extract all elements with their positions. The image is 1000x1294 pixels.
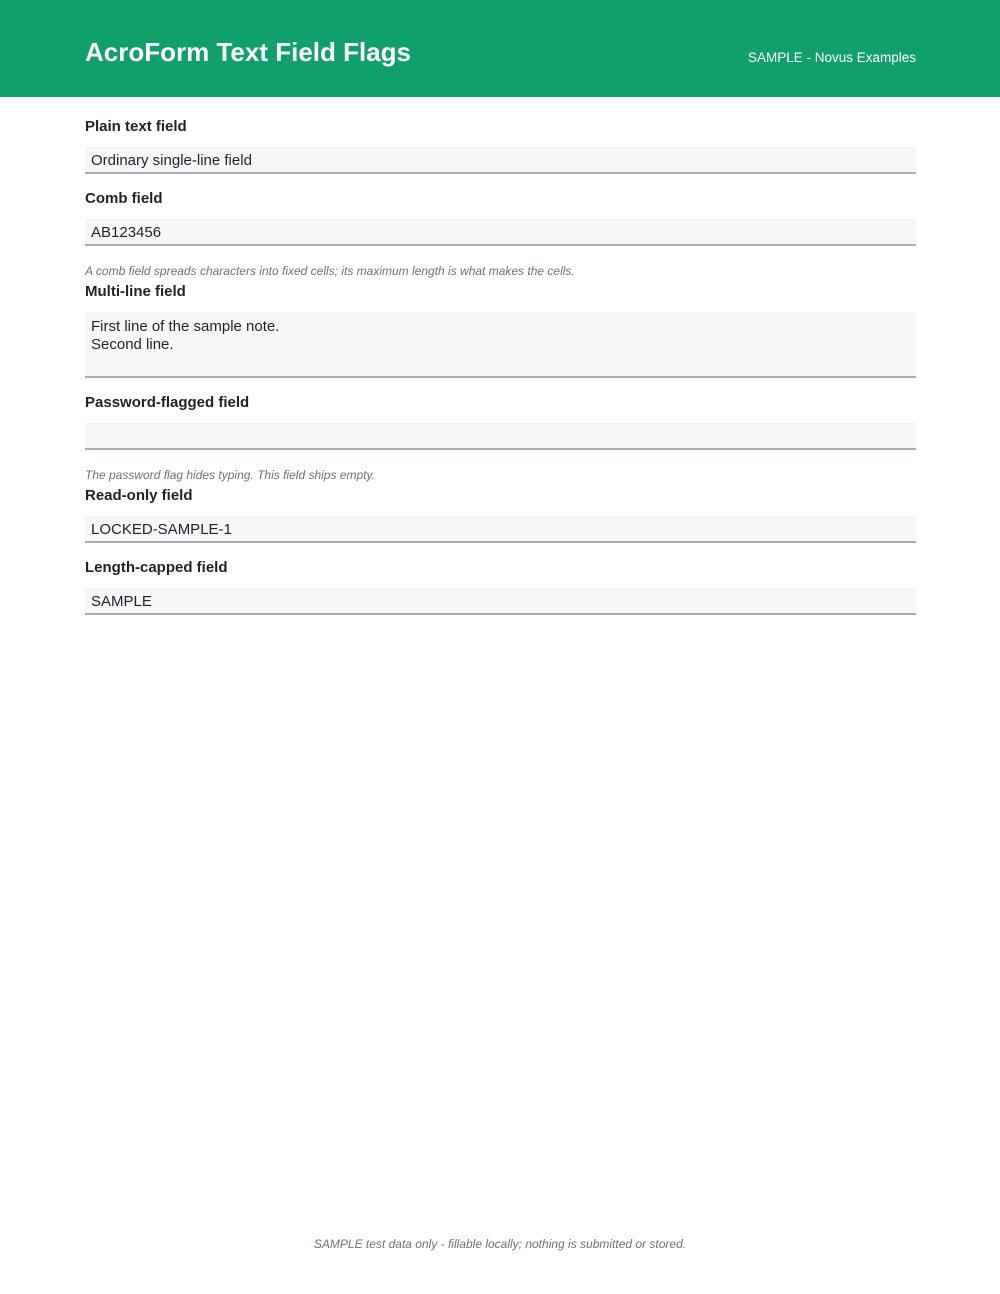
comb-field[interactable]: AB123456 (85, 219, 916, 246)
comb-field-label: Comb field (85, 190, 163, 207)
footer-note: SAMPLE test data only - fillable locally; nothing is submitted or stored. (313, 1237, 687, 1251)
length-capped-field[interactable]: SAMPLE (85, 588, 916, 615)
capped-field-label: Length-capped field (85, 559, 228, 576)
multiline-field[interactable]: First line of the sample note. Second line. (85, 312, 916, 378)
readonly-field[interactable]: LOCKED-SAMPLE-1 (85, 516, 916, 543)
plain-text-field[interactable]: Ordinary single-line field (85, 147, 916, 174)
password-field-label: Password-flagged field (85, 394, 250, 411)
page-header (0, 0, 1000, 97)
plain-field-label: Plain text field (85, 118, 187, 135)
password-field-note: The password flag hides typing. This field ships empty. (85, 468, 375, 482)
password-field[interactable] (85, 423, 916, 450)
multiline-field-label: Multi-line field (85, 283, 186, 300)
comb-field-note: A comb field spreads characters into fixed cells; its maximum length is what makes the cells. (85, 264, 575, 278)
page-subtitle: SAMPLE - Novus Examples (747, 50, 916, 65)
page-title: AcroForm Text Field Flags (85, 37, 412, 67)
readonly-field-label: Read-only field (85, 487, 193, 504)
